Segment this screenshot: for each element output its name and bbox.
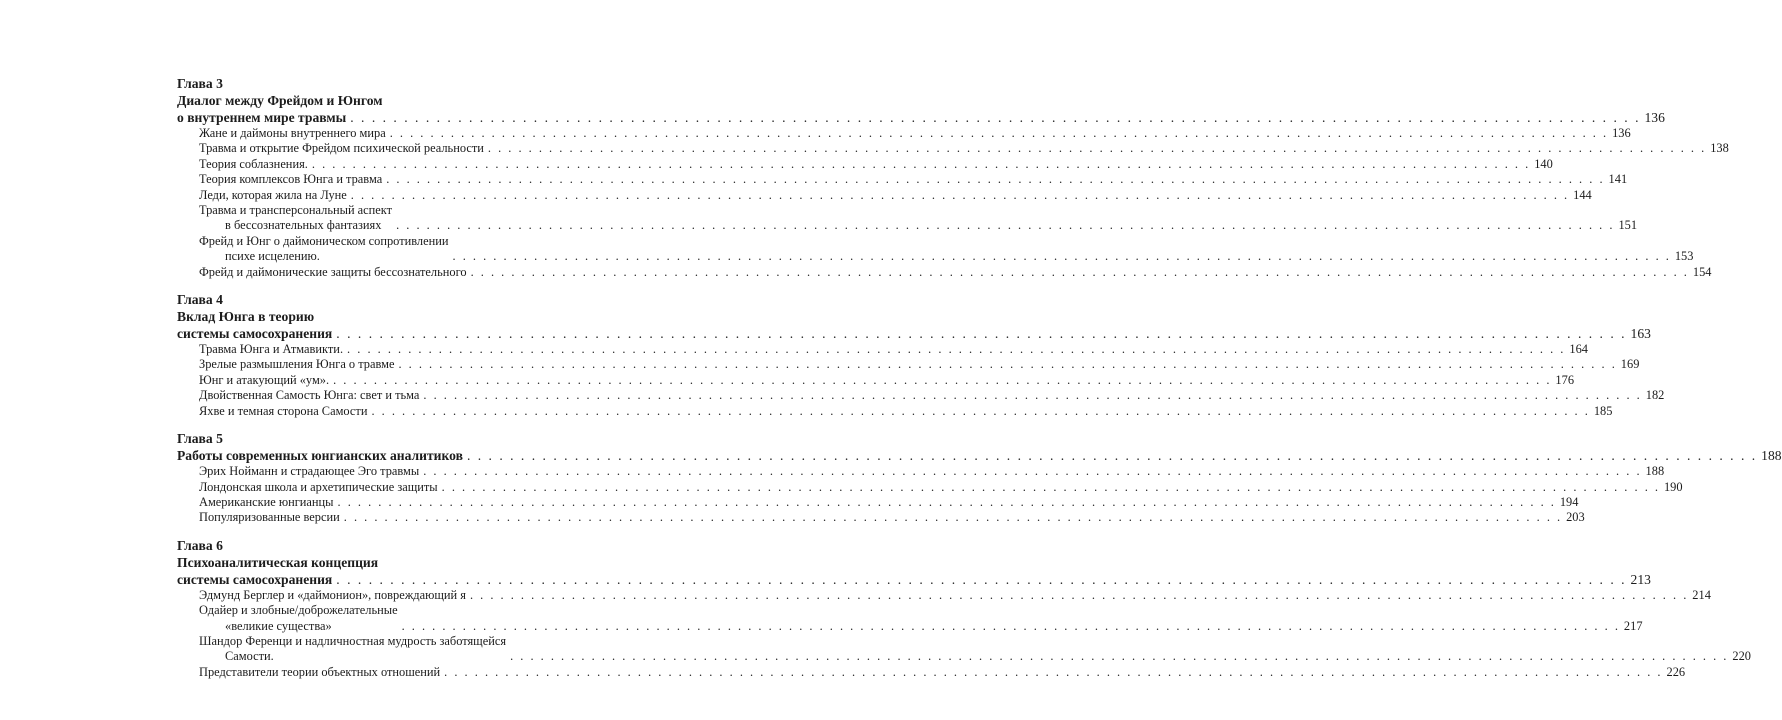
chapter-title-text: системы самосохранения (177, 326, 333, 342)
page-number: 214 (1692, 587, 1711, 602)
leader-dots: . . . . . . . . . . . . . . . . . . . . . . . . . . . . . . . . . . . . . . . . . . . . . . . . . . . . . . . . . . . . . . . . . . . . . . . . . . . . . . . . . . . . . . . . . . . . . . . . . . . . . . . . . . . . . . . . . . . . . . . . (347, 342, 1566, 357)
toc-entry-text (199, 342, 343, 357)
toc-entry[interactable] (177, 156, 1553, 172)
entry-line: Американские юнгианцы (199, 494, 334, 509)
entry-line: Фрейд и даймонические защиты бессознательного (199, 264, 467, 279)
toc-entry-text (199, 665, 440, 680)
entry-line: Шандор Ференци и надличностная мудрость заботящейся (199, 633, 507, 648)
toc-entry-text (199, 157, 308, 172)
page-number: 182 (1645, 388, 1665, 403)
entry-line: Юнг и атакующий «ум». (199, 372, 330, 387)
entry-line: Эрих Нойманн и страдающее Эго травмы (199, 464, 420, 479)
toc-entry[interactable] (177, 203, 1638, 234)
toc-entry[interactable] (177, 264, 1712, 280)
page-number: 144 (1573, 187, 1592, 202)
entry-line: Травма и открытие Фрейдом психической реальности (199, 141, 484, 156)
leader-dots: . . . . . . . . . . . . . . . . . . . . . . . . . . . . . . . . . . . . . . . . . . . . . . . . . . . . . . . . . . . . . . . . . . . . . . . . . . . . . . . . . . . . . . . . . . . . . . . . . . . . . . . . . . . . . . . . . . . . . . . . (350, 187, 1570, 202)
toc-entry-text (199, 234, 449, 265)
chapter-section (177, 430, 1782, 526)
leader-dots: . . . . . . . . . . . . . . . . . . . . . . . . . . . . . . . . . . . . . . . . . . . . . . . . . . . . . . . . . . . . . . . . . . . . . . . . . . . . . . . . . . . . . . . . . . . . . . . . . . . . . . . . . . . . . . . . . . . . . . . . (487, 141, 1707, 156)
toc-entry[interactable] (177, 494, 1579, 510)
leader-dots: . . . . . . . . . . . . . . . . . . . . . . . . . . . . . . . . . . . . . . . . . . . . . . . . . . . . . . . . . . . . . . . . . . . . . . . . . . . . . . . . . . . . . . . . . . . . . . . . . . . . . . . . . . . . . . . . . . . . . . . . (389, 126, 1609, 140)
leader-dots: . . . . . . . . . . . . . . . . . . . . . . . . . . . . . . . . . . . . . . . . . . . . . . . . . . . . . . . . . . . . . . . . . . . . . . . . . . . . . . . . . . . . . . . . . . . . . . . . . . . . . . . . . . . . . . . . . . . . . . . . (311, 156, 1531, 171)
leader-dots: . . . . . . . . . . . . . . . . . . . . . . . . . . . . . . . . . . . . . . . . . . . . . . . . . . . . . . . . . . . . . . . . . . . . . . . . . . . . . . . . . . . . . . . . . . . . . . . . . . . . . . . . . . . . . . . . . . . . . . . . (337, 494, 1556, 509)
toc-entry[interactable] (177, 603, 1643, 634)
toc-entry[interactable] (177, 357, 1640, 372)
page-number: 220 (1732, 649, 1751, 664)
entry-line: Представители теории объектных отношений (199, 664, 441, 679)
page-number: 141 (1608, 172, 1628, 187)
toc-entry[interactable] (177, 342, 1588, 357)
chapter-title-entry[interactable] (177, 325, 1651, 342)
page-number: 138 (1710, 141, 1729, 156)
toc-entry-text (199, 404, 367, 419)
entry-line: Леди, которая жила на Луне (199, 187, 347, 202)
chapter-label: Глава 5 (177, 431, 223, 447)
page-number: 151 (1618, 218, 1638, 233)
toc-entry[interactable] (177, 587, 1711, 603)
toc-entry[interactable] (177, 233, 1694, 265)
page-number: 226 (1666, 664, 1686, 679)
entry-line: Лондонская школа и архетипические защиты (199, 479, 438, 494)
leader-dots: . . . . . . . . . . . . . . . . . . . . . . . . . . . . . . . . . . . . . . . . . . . . . . . . . . . . . . . . . . . . . . . . . . . . . . . . . . . . . . . . . . . . . . . . . . . . . . . . . . . . . . . . . . . . . . . . . . . . . . . . (423, 388, 1642, 403)
page-number: 164 (1569, 342, 1588, 357)
toc-entry-text (199, 188, 347, 203)
leader-dots: . . . . . . . . . . . . . . . . . . . . . . . . . . . . . . . . . . . . . . . . . . . . . . . . . . . . . . . . . . . . . . . . . . . . . . . . . . . . . . . . . . . . . . . . . . . . . . . . . . . . . . . . . . . . . . . . . . . . . . . . (466, 448, 1758, 464)
entry-line: Одайер и злобные/доброжелательные (199, 603, 398, 618)
leader-dots: . . . . . . . . . . . . . . . . . . . . . . . . . . . . . . . . . . . . . . . . . . . . . . . . . . . . . . . . . . . . . . . . . . . . . . . . . . . . . . . . . . . . . . . . . . . . . . . . . . . . . . . . . . . . . . . . . . . . . . . . (510, 649, 1729, 664)
toc-entry[interactable] (177, 464, 1665, 479)
toc-entry-text (199, 480, 438, 495)
toc-entry[interactable] (177, 172, 1628, 187)
leader-dots: . . . . . . . . . . . . . . . . . . . . . . . . . . . . . . . . . . . . . . . . . . . . . . . . . . . . . . . . . . . . . . . . . . . . . . . . . . . . . . . . . . . . . . . . . . . . . . . . . . . . . . . . . . . . . . . . . . . . . . . . (444, 664, 1663, 679)
chapter-label: Глава 6 (177, 537, 223, 553)
chapter-title-text: системы самосохранения (177, 571, 333, 587)
toc-entry-text (199, 373, 329, 388)
page-number: 176 (1555, 372, 1575, 387)
page-number: 203 (1566, 510, 1585, 525)
page-number: 213 (1630, 571, 1651, 587)
toc-entry[interactable] (177, 510, 1585, 525)
chapter-label: Глава 3 (177, 76, 223, 91)
chapter-section (177, 75, 1729, 280)
chapter-title-entry[interactable] (177, 109, 1665, 126)
page-number: 136 (1644, 110, 1665, 125)
toc-entry-text (199, 203, 392, 234)
page-number: 188 (1761, 448, 1782, 464)
leader-dots: . . . . . . . . . . . . . . . . . . . . . . . . . . . . . . . . . . . . . . . . . . . . . . . . . . . . . . . . . . . . . . . . . . . . . . . . . . . . . . . . . . . . . . . . . . . . . . . . . . . . . . . . . . . . . . . . . . . . . . . . (452, 249, 1671, 264)
toc-entry-text (199, 141, 484, 156)
entry-line: в бессознательных фантазиях (225, 218, 382, 233)
leader-dots: . . . . . . . . . . . . . . . . . . . . . . . . . . . . . . . . . . . . . . . . . . . . . . . . . . . . . . . . . . . . . . . . . . . . . . . . . . . . . . . . . . . . . . . . . . . . . . . . . . . . . . . . . . . . . . . . . . . . . . . . (333, 372, 1552, 387)
entry-line: «великие существа» (225, 618, 332, 633)
page-number: 194 (1559, 494, 1579, 509)
chapter-label: Глава 4 (177, 292, 223, 308)
page-number: 154 (1692, 264, 1712, 279)
toc-entry-text (199, 634, 506, 665)
entry-line: Зрелые размышления Юнга о травме (199, 357, 395, 372)
toc-entry[interactable] (177, 403, 1613, 419)
leader-dots: . . . . . . . . . . . . . . . . . . . . . . . . . . . . . . . . . . . . . . . . . . . . . . . . . . . . . . . . . . . . . . . . . . . . . . . . . . . . . . . . . . . . . . . . . . . . . . . . . . . . . . . . . . . . . . . . . . . . . . . . (469, 587, 1689, 602)
chapter-title-line: Вклад Юнга в теорию (177, 309, 315, 325)
table-of-contents (177, 75, 1782, 691)
entry-line: Теория комплексов Юнга и травма (199, 172, 383, 187)
toc-entry-text (199, 265, 467, 280)
chapter-title-line: Диалог между Фрейдом и Юнгом (177, 93, 383, 108)
entry-line: Теория соблазнения. (199, 156, 308, 171)
leader-dots: . . . . . . . . . . . . . . . . . . . . . . . . . . . . . . . . . . . . . . . . . . . . . . . . . . . . . . . . . . . . . . . . . . . . . . . . . . . . . . . . . . . . . . . . . . . . . . . . . . . . . . . . . . . . . . . . . . . . . . . . (401, 618, 1620, 633)
entry-line: Яхве и темная сторона Самости (199, 403, 368, 418)
chapter-section (177, 537, 1751, 680)
page-number: 217 (1623, 618, 1643, 633)
leader-dots: . . . . . . . . . . . . . . . . . . . . . . . . . . . . . . . . . . . . . . . . . . . . . . . . . . . . . . . . . . . . . . . . . . . . . . . . . . . . . . . . . . . . . . . . . . . . . . . . . . . . . . . . . . . . . . . . . . . . . . . . (386, 172, 1605, 187)
entry-line: психе исцелению. (225, 249, 320, 264)
toc-entry-text (199, 588, 466, 603)
page-number: 163 (1630, 326, 1651, 342)
entry-line: Травма Юнга и Атмавикти. (199, 342, 344, 357)
chapter-title-line: Психоаналитическая концепция (177, 554, 379, 570)
toc-entry-text (199, 510, 340, 525)
toc-entry[interactable] (177, 187, 1592, 203)
page-number: 185 (1593, 403, 1613, 418)
leader-dots: . . . . . . . . . . . . . . . . . . . . . . . . . . . . . . . . . . . . . . . . . . . . . . . . . . . . . . . . . . . . . . . . . . . . . . . . . . . . . . . . . . . . . . . . . . . . . . . . . . . . . . . . . . . . . . . . . . . . . . . . (336, 571, 1627, 587)
entry-line: Самости. (225, 649, 274, 664)
leader-dots: . . . . . . . . . . . . . . . . . . . . . . . . . . . . . . . . . . . . . . . . . . . . . . . . . . . . . . . . . . . . . . . . . . . . . . . . . . . . . . . . . . . . . . . . . . . . . . . . . . . . . . . . . . . . . . . . . . . . . . . . (398, 357, 1617, 372)
toc-entry-text (199, 172, 382, 187)
leader-dots: . . . . . . . . . . . . . . . . . . . . . . . . . . . . . . . . . . . . . . . . . . . . . . . . . . . . . . . . . . . . . . . . . . . . . . . . . . . . . . . . . . . . . . . . . . . . . . . . . . . . . . . . . . . . . . . . . . . . . . . . (470, 264, 1689, 279)
chapter-title-entry[interactable] (177, 447, 1782, 464)
entry-line: Жане и даймоны внутреннего мира (199, 126, 386, 140)
entry-line: Двойственная Самость Юнга: свет и тьма (199, 388, 420, 403)
toc-entry[interactable] (177, 479, 1683, 495)
entry-line: Фрейд и Юнг о даймоническом сопротивлении (199, 233, 449, 248)
leader-dots: . . . . . . . . . . . . . . . . . . . . . . . . . . . . . . . . . . . . . . . . . . . . . . . . . . . . . . . . . . . . . . . . . . . . . . . . . . . . . . . . . . . . . . . . . . . . . . . . . . . . . . . . . . . . . . . . . . . . . . . . (371, 403, 1590, 418)
toc-entry-text (199, 464, 419, 479)
toc-entry-text (199, 388, 419, 403)
chapter-title-entry[interactable] (177, 571, 1651, 588)
page-number: 169 (1620, 357, 1640, 372)
leader-dots: . . . . . . . . . . . . . . . . . . . . . . . . . . . . . . . . . . . . . . . . . . . . . . . . . . . . . . . . . . . . . . . . . . . . . . . . . . . . . . . . . . . . . . . . . . . . . . . . . . . . . . . . . . . . . . . . . . . . . . . . (350, 110, 1641, 125)
toc-entry[interactable] (177, 126, 1631, 141)
entry-line: Травма и трансперсональный аспект (199, 203, 393, 218)
chapter-section (177, 291, 1665, 419)
chapter-title-text: Работы современных юнгианских аналитиков (177, 448, 463, 464)
toc-entry-text (199, 603, 398, 634)
page-number: 136 (1612, 126, 1631, 140)
toc-entry[interactable] (177, 664, 1686, 680)
toc-entry-text (199, 126, 386, 141)
toc-entry[interactable] (177, 141, 1729, 156)
leader-dots: . . . . . . . . . . . . . . . . . . . . . . . . . . . . . . . . . . . . . . . . . . . . . . . . . . . . . . . . . . . . . . . . . . . . . . . . . . . . . . . . . . . . . . . . . . . . . . . . . . . . . . . . . . . . . . . . . . . . . . . . (441, 479, 1660, 494)
chapter-title-text: о внутреннем мире травмы (177, 110, 347, 125)
entry-line: Популяризованные версии (199, 510, 340, 525)
page-number: 140 (1534, 156, 1553, 171)
leader-dots: . . . . . . . . . . . . . . . . . . . . . . . . . . . . . . . . . . . . . . . . . . . . . . . . . . . . . . . . . . . . . . . . . . . . . . . . . . . . . . . . . . . . . . . . . . . . . . . . . . . . . . . . . . . . . . . . . . . . . . . . (396, 218, 1615, 233)
page-number: 190 (1663, 479, 1683, 494)
toc-entry-text (199, 495, 334, 510)
toc-entry[interactable] (177, 372, 1575, 388)
entry-line: Эдмунд Берглер и «даймонион», повреждающий я (199, 587, 466, 602)
toc-entry[interactable] (177, 388, 1665, 403)
leader-dots: . . . . . . . . . . . . . . . . . . . . . . . . . . . . . . . . . . . . . . . . . . . . . . . . . . . . . . . . . . . . . . . . . . . . . . . . . . . . . . . . . . . . . . . . . . . . . . . . . . . . . . . . . . . . . . . . . . . . . . . . (343, 510, 1563, 525)
page-number: 188 (1645, 464, 1665, 479)
page-number: 153 (1674, 249, 1694, 264)
leader-dots: . . . . . . . . . . . . . . . . . . . . . . . . . . . . . . . . . . . . . . . . . . . . . . . . . . . . . . . . . . . . . . . . . . . . . . . . . . . . . . . . . . . . . . . . . . . . . . . . . . . . . . . . . . . . . . . . . . . . . . . . (423, 464, 1642, 479)
toc-entry[interactable] (177, 633, 1751, 665)
leader-dots: . . . . . . . . . . . . . . . . . . . . . . . . . . . . . . . . . . . . . . . . . . . . . . . . . . . . . . . . . . . . . . . . . . . . . . . . . . . . . . . . . . . . . . . . . . . . . . . . . . . . . . . . . . . . . . . . . . . . . . . . (336, 326, 1627, 342)
toc-entry-text (199, 357, 394, 372)
